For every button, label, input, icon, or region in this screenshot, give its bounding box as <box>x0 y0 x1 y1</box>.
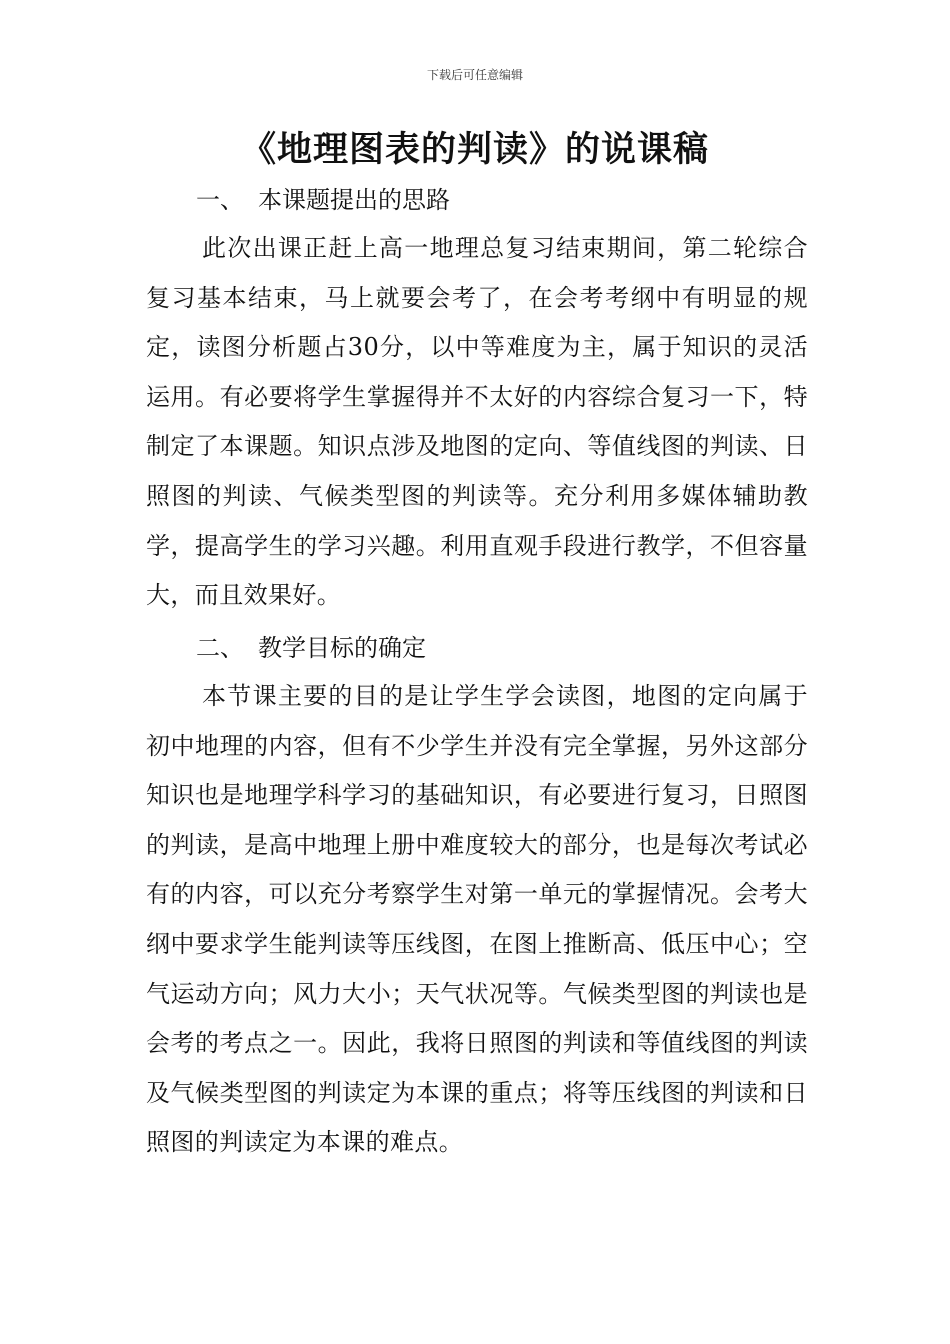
section-heading-2 <box>196 628 426 668</box>
section-heading-1 <box>196 180 450 220</box>
section-paragraph-2: 本节课主要的目的是让学生学会读图，地图的定向属于初中地理的内容，但有不少学生并没有完全掌握，另外这部分知识也是地理学科学习的基础知识，有必要进行复习，日照图的判读，是高中地理上册中难度较大的部分，也是每次考试必有的内容，可以充分考察学生对第一单元的掌握情况。会考大纲中要求学生能判读等压线图，在图上推断高、低压中心；空气运动方向；风力大小；天气状况等。气候类型图的判读也是会考的考点之一。因此，我将日照图的判读和等值线图的判读及气候类型图的判读定为本课的重点；将等压线图的判读和日照图的判读定为本课的难点。 <box>146 682 808 1157</box>
section-heading-text-2: 教学目标的确定 <box>258 634 426 662</box>
header-note: 下载后可任意编辑 <box>426 68 523 82</box>
section-heading-text-1: 本课题提出的思路 <box>258 186 450 214</box>
section-number-2: 二、 <box>196 634 244 662</box>
document-title: 《地理图表的判读》的说课稿 <box>240 130 709 170</box>
section-number-1: 一、 <box>196 186 244 214</box>
section-paragraph-1: 此次出课正赶上高一地理总复习结束期间，第二轮综合复习基本结束，马上就要会考了，在会考考纲中有明显的规定，读图分析题占30分，以中等难度为主，属于知识的灵活运用。有必要将学生掌握得并不太好的内容综合复习一下，特制定了本课题。知识点涉及地图的定向、等值线图的判读、日照图的判读、气候类型图的判读等。充分利用多媒体辅助教学，提高学生的学习兴趣。利用直观手段进行教学，不但容量大，而且效果好。 <box>146 234 808 610</box>
